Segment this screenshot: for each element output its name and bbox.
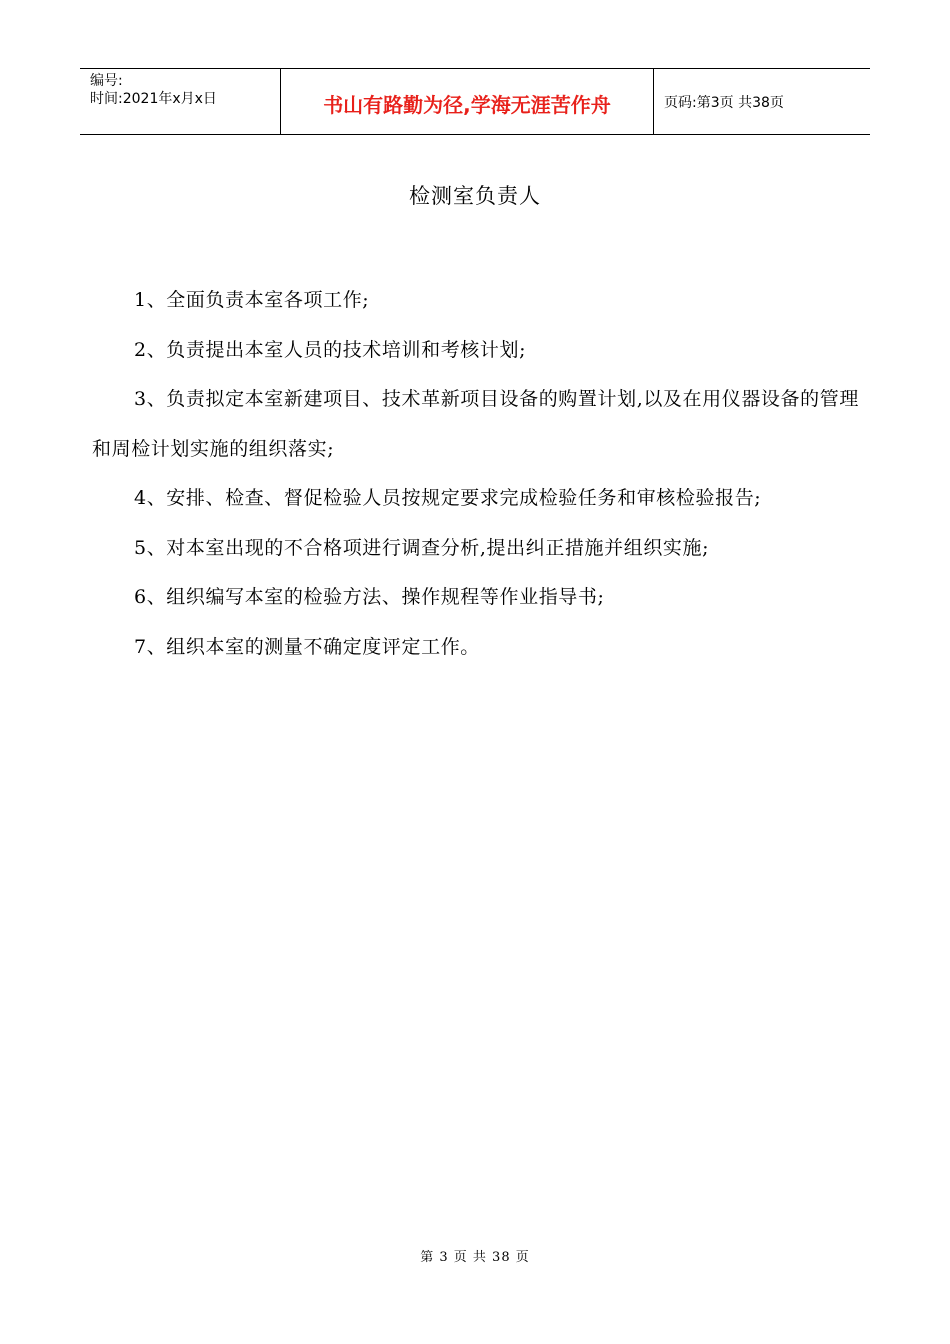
duty-item-6: 6、组织编写本室的检验方法、操作规程等作业指导书; [134,586,605,608]
page-title: 检测室负责人 [409,184,541,208]
document-header [80,68,870,135]
duty-item-4: 4、安排、检查、督促检验人员按规定要求完成检验任务和审核检验报告; [134,487,762,509]
duty-item-2: 2、负责提出本室人员的技术培训和考核计划; [134,338,527,361]
document-date: 时间:2021年x月x日 [90,91,217,107]
header-motto: 书山有路勤为径,学海无涯苦作舟 [323,93,611,117]
duty-list [92,276,862,672]
duty-item-3: 3、负责拟定本室新建项目、技术革新项目设备的购置计划,以及在用仪器设备的管理和周检计划实施的组织落实; [92,388,859,460]
header-page-cell [654,69,870,134]
header-meta-cell [80,69,281,134]
duty-item-7: 7、组织本室的测量不确定度评定工作。 [134,635,480,658]
header-motto-cell [281,69,654,134]
duty-item-1: 1、全面负责本室各项工作; [134,289,370,311]
document-number-label: 编号: [90,73,123,89]
header-page-info: 页码:第3页 共38页 [664,94,784,111]
duty-item-5: 5、对本室出现的不合格项进行调查分析,提出纠正措施并组织实施; [134,536,710,559]
page-footer: 第 3 页 共 38 页 [420,1250,530,1265]
